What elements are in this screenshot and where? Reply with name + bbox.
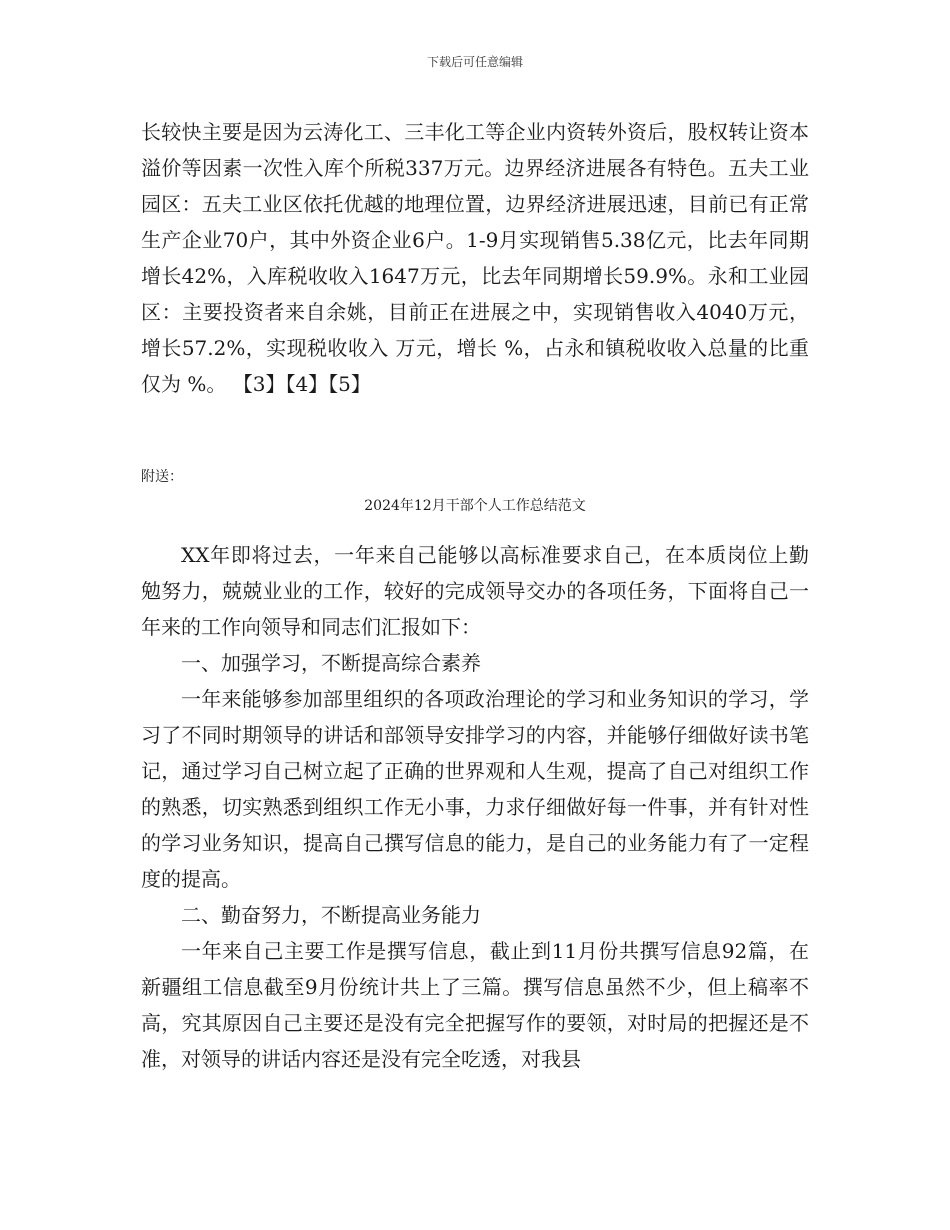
appendix-heading: 一、加强学习，不断提高综合素养 [181,651,481,675]
appendix-body [141,537,809,1077]
appendix-heading: 二、勤奋努力，不断提高业务能力 [181,903,481,927]
appendix-paragraph: 一年来自己主要工作是撰写信息，截止到11月份共撰写信息92篇，在新疆组工信息截至9月份统计共上了三篇。撰写信息虽然不少，但上稿率不高，究其原因自己主要还是没有完全把握写作的要领，对时局的把握还是不准，对领导的讲话内容还是没有完全吃透，对我县 [141,939,809,1071]
appendix-paragraph: XX年即将过去，一年来自己能够以高标准要求自己，在本质岗位上勤勉努力，兢兢业业的工作，较好的完成领导交办的各项任务，下面将自己一年来的工作向领导和同志们汇报如下： [141,543,809,639]
section1-body [141,114,809,402]
appendix-title: 2024年12月干部个人工作总结范文 [364,498,586,514]
appendix-paragraph: 一年来能够参加部里组织的各项政治理论的学习和业务知识的学习，学习了不同时期领导的讲话和部领导安排学习的内容，并能够仔细做好读书笔记，通过学习自己树立起了正确的世界观和人生观，提高了自己对组织工作的熟悉，切实熟悉到组织工作无小事，力求仔细做好每一件事，并有针对性的学习业务知识，提高自己撰写信息的能力，是自己的业务能力有了一定程度的提高。 [141,687,809,891]
appendix-label: 附送： [141,469,183,485]
page-header: 下载后可任意编辑 [426,55,523,69]
section1-paragraph: 长较快主要是因为云涛化工、三丰化工等企业内资转外资后，股权转让资本溢价等因素一次性入库个所税337万元。边界经济进展各有特色。五夫工业园区：五夫工业区依托优越的地理位置，边界经济进展迅速，目前已有正常生产企业70户，其中外资企业6户。1-9月实现销售5.38亿元，比去年同期增长42%，入库税收收入1647万元，比去年同期增长59.9%。永和工业园区：主要投资者来自余姚，目前正在进展之中，实现销售收入4040万元，增长57.2%，实现税收收入 万元，增长 %，占永和镇税收收入总量的比重仅为 %。 【3】【4】【5】 [141,120,809,396]
